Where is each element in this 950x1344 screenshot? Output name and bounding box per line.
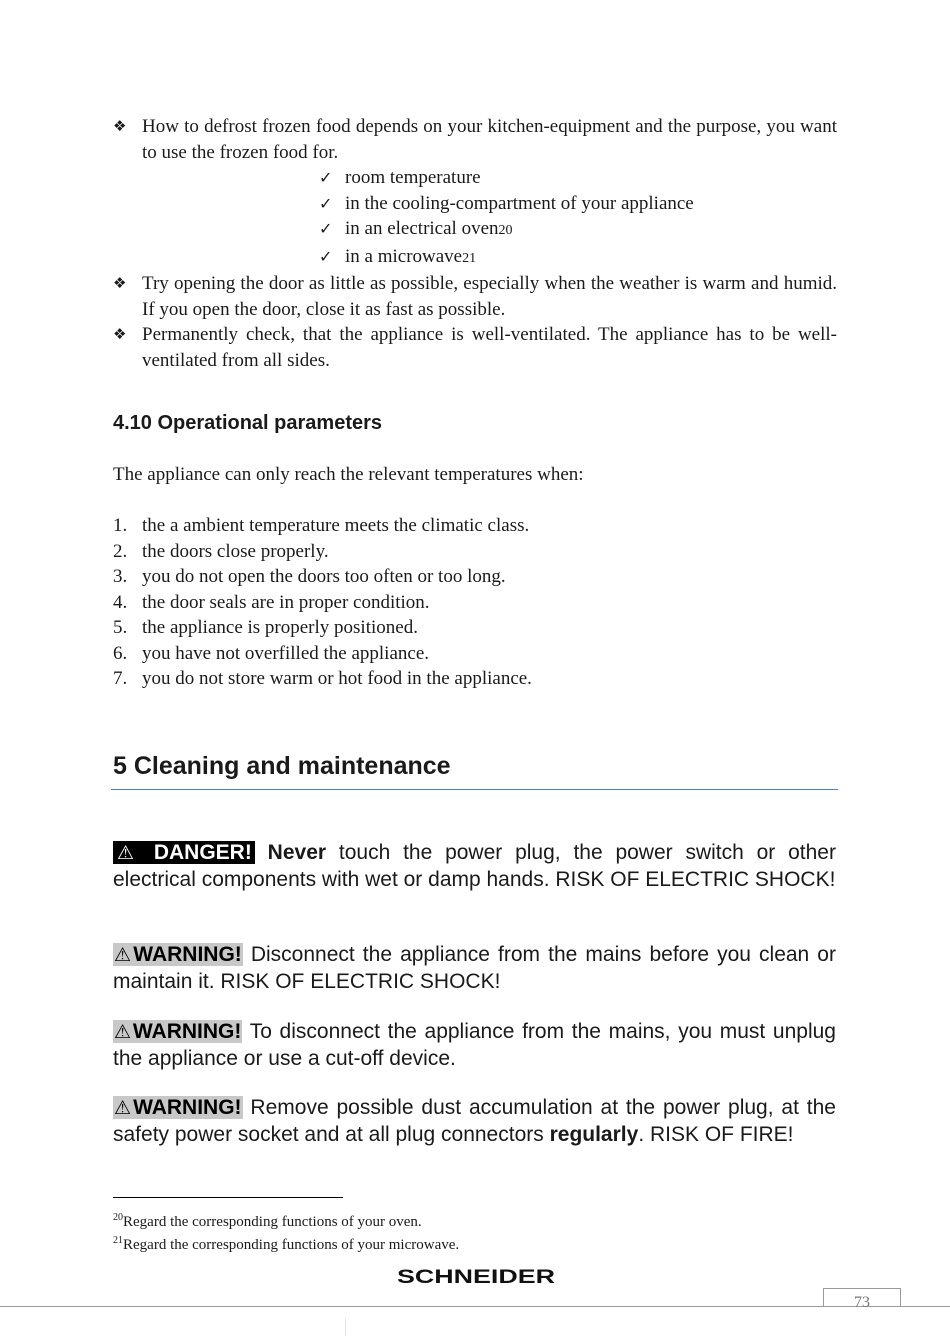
list-text: you do not store warm or hot food in the appliance. (142, 668, 532, 689)
footnote-text: Regard the corresponding functions of your oven. (123, 1214, 422, 1230)
checkmark-icon: ✓ (319, 219, 333, 238)
list-number: 5. (113, 617, 128, 638)
bullet-text: Permanently check, that the appliance is well-ventilated. The appliance has to be well-ventilated from all sides. (142, 324, 837, 371)
footnote-separator (113, 1197, 343, 1198)
list-number: 3. (113, 566, 128, 587)
list-item (113, 513, 837, 539)
warning-triangle-icon: ⚠ (114, 1021, 133, 1043)
diamond-bullet-icon: ❖ (113, 274, 127, 292)
check-text: room temperature (345, 167, 481, 188)
footer-tick (345, 1318, 346, 1336)
heading-rule (111, 789, 838, 790)
page-number: 73 (854, 1294, 870, 1311)
emphasis-text: regularly (549, 1122, 639, 1146)
warning-triangle-icon: ⚠ (114, 1097, 134, 1119)
bullet-item-door (113, 271, 837, 322)
notice-text: . RISK OF FIRE! (638, 1122, 794, 1146)
emphasis-text: Never (267, 841, 327, 864)
list-item (113, 615, 837, 641)
bullet-text: How to defrost frozen food depends on your kitchen-equipment and the purpose, you want to use the frozen food for. (142, 116, 837, 163)
list-text: the doors close properly. (142, 540, 329, 562)
footnote-reference[interactable]: 21 (462, 250, 477, 266)
warning-tag-label: WARNING! (132, 1020, 242, 1043)
bullet-item-ventilation (113, 322, 837, 373)
defrost-options-list (113, 165, 837, 271)
warning-notice-unplug (113, 1019, 836, 1071)
list-number: 7. (113, 668, 128, 689)
warning-tag (113, 1020, 242, 1043)
list-text: the a ambient temperature meets the climatic class. (142, 515, 530, 536)
list-text: the appliance is properly positioned. (142, 617, 418, 638)
check-text: in the cooling-compartment of your appliance (345, 192, 694, 214)
checkmark-icon: ✓ (319, 193, 333, 213)
warning-triangle-icon: ⚠ (114, 944, 134, 966)
footnote-reference[interactable]: 20 (498, 223, 513, 238)
warning-notice-disconnect (113, 942, 836, 994)
check-text: in an electrical oven (345, 218, 499, 239)
warning-triangle-icon: ⚠ (117, 842, 142, 864)
bullet-list (113, 114, 837, 373)
notice-text: To disconnect the appliance from the mains, you must unplug the appliance or use a cut-off device. (113, 1020, 836, 1070)
footnote-21 (113, 1231, 459, 1255)
list-item (113, 641, 837, 667)
notice-text: Disconnect the appliance from the mains before you clean or maintain it. RISK OF ELECTRIC SHOCK! (113, 943, 836, 993)
section-intro: The appliance can only reach the relevant temperatures when: (113, 464, 584, 485)
list-text: you have not overfilled the appliance. (142, 642, 430, 664)
warning-notice-dust (113, 1095, 836, 1147)
chapter-heading-5: 5 Cleaning and maintenance (113, 752, 451, 780)
footnote-number: 20 (113, 1212, 123, 1223)
check-item (113, 165, 837, 191)
diamond-bullet-icon: ❖ (113, 325, 127, 343)
list-item (113, 539, 837, 565)
warning-tag-label: WARNING! (133, 1096, 242, 1119)
list-item (113, 590, 837, 616)
danger-tag-label: DANGER! (153, 841, 252, 864)
bullet-item-defrost (113, 114, 837, 165)
schneider-logo (395, 1265, 557, 1287)
checkmark-icon: ✓ (319, 246, 333, 266)
footnote-20 (113, 1208, 422, 1232)
list-number: 2. (113, 540, 128, 562)
warning-tag-label: WARNING! (133, 943, 242, 966)
list-number: 1. (113, 515, 128, 536)
diamond-bullet-icon: ❖ (113, 117, 127, 135)
bullet-text: Try opening the door as little as possible, especially when the weather is warm and humid. If you open the door, close it as fast as possible. (142, 273, 837, 320)
list-number: 4. (113, 591, 128, 613)
notice-text: touch the power plug, the power switch or other electrical components with wet or damp hands. RISK OF ELECTRIC SHOCK! (113, 841, 836, 891)
check-item (113, 191, 837, 217)
list-text: the door seals are in proper condition. (142, 591, 430, 613)
list-item (113, 666, 837, 692)
list-number: 6. (113, 642, 128, 664)
danger-notice (113, 840, 836, 892)
notice-text: Remove possible dust accumulation at the power plug, at the safety power socket and at all plug connectors (113, 1096, 836, 1146)
numbered-list (113, 513, 837, 692)
list-item (113, 564, 837, 590)
danger-tag (113, 841, 255, 864)
section-heading-4-10: 4.10 Operational parameters (113, 412, 383, 434)
footnote-text: Regard the corresponding functions of your microwave. (123, 1237, 460, 1253)
warning-tag (113, 943, 243, 966)
list-text: you do not open the doors too often or too long. (142, 566, 506, 587)
check-text: in a microwave (345, 245, 463, 267)
check-item (113, 216, 837, 244)
footer-rule (0, 1306, 950, 1307)
logo-text: SCHNEIDER (397, 1267, 556, 1287)
warning-tag (113, 1096, 243, 1119)
footnote-number: 21 (113, 1235, 123, 1246)
check-item (113, 244, 837, 272)
checkmark-icon: ✓ (319, 168, 333, 187)
